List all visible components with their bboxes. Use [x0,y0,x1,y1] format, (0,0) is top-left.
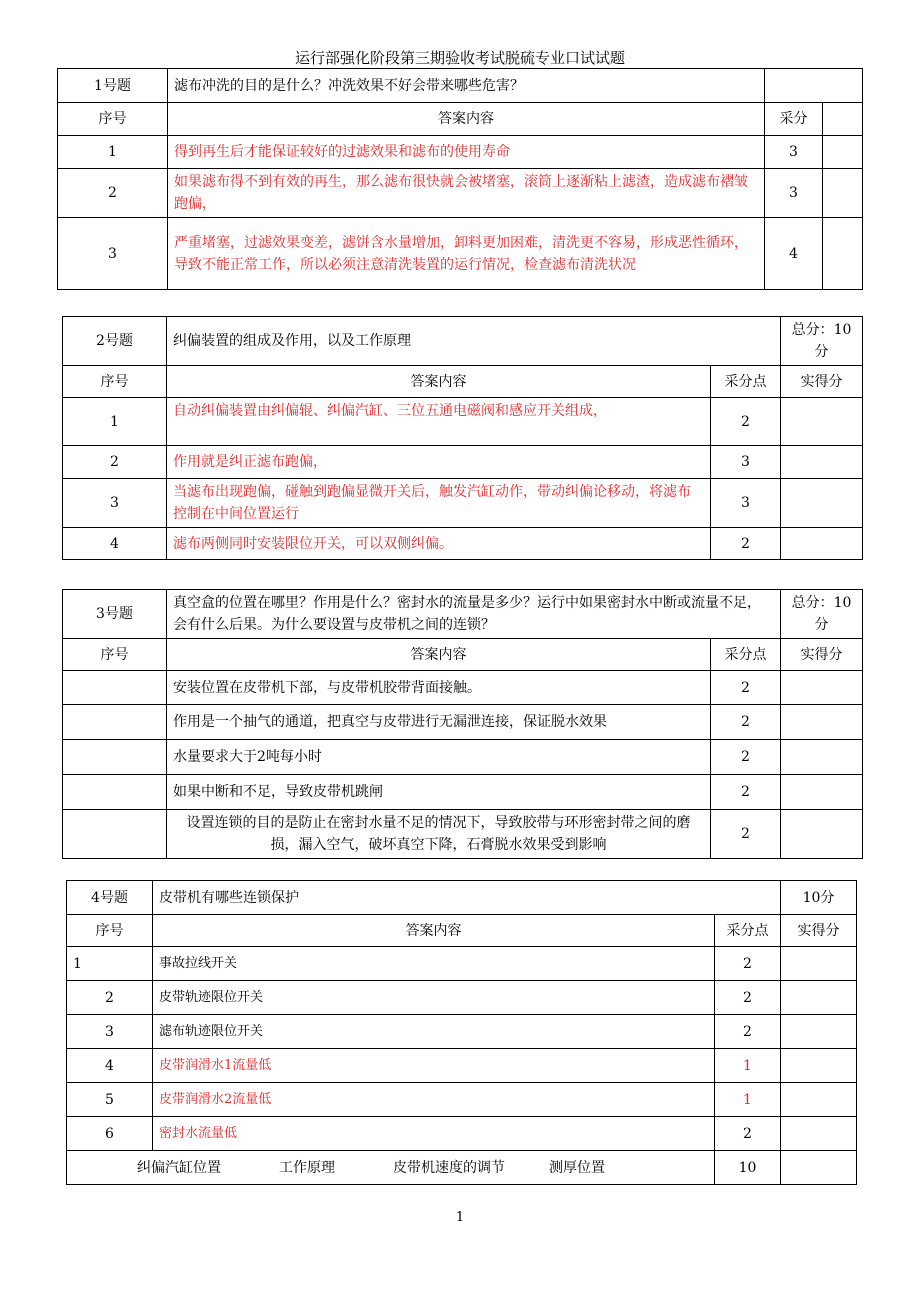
row-seq: 1 [67,947,153,981]
seq-header: 序号 [67,915,153,947]
row-score: 2 [711,671,781,705]
table-row [67,1117,857,1151]
row-content: 皮带轨迹限位开关 [153,981,715,1015]
row-content: 自动纠偏装置由纠偏辊、纠偏汽缸、三位五通电磁阀和感应开关组成， [167,398,711,446]
row-content: 水量要求大于2吨每小时 [167,740,711,775]
row-content: 滤布两侧同时安装限位开关，可以双侧纠偏。 [167,528,711,560]
row-actual [781,1117,857,1151]
content-header: 答案内容 [168,103,765,136]
footer-topic: 皮带机速度的调节 [393,1159,505,1176]
footer-row [67,1151,857,1185]
row-seq: 2 [67,981,153,1015]
score-header: 采分 [765,103,823,136]
footer-topic: 测厚位置 [549,1159,605,1176]
question-1-table [57,68,863,290]
row-seq: 6 [67,1117,153,1151]
row-seq: 2 [58,169,168,218]
total-score: 10分 [781,881,857,915]
row-actual [823,169,863,218]
row-score: 3 [765,136,823,169]
actual-header [823,103,863,136]
row-seq: 4 [67,1049,153,1083]
table-row [67,1083,857,1117]
row-seq [63,810,167,859]
table-row [63,775,863,810]
row-content: 设置连锁的目的是防止在密封水量不足的情况下，导致胶带与环形密封带之间的磨损，漏入空气，破坏真空下降，石膏脱水效果受到影响 [167,810,711,859]
seq-header: 序号 [63,366,167,398]
row-score: 2 [711,528,781,560]
row-seq: 3 [67,1015,153,1049]
row-score: 3 [711,479,781,528]
content-header: 答案内容 [167,639,711,671]
row-score: 1 [715,1083,781,1117]
footer-actual [781,1151,857,1185]
question-number: 2号题 [63,317,167,366]
row-seq [63,775,167,810]
row-seq [63,740,167,775]
row-seq: 1 [63,398,167,446]
row-score: 2 [715,1015,781,1049]
row-actual [781,775,863,810]
row-actual [781,446,863,479]
content-header: 答案内容 [153,915,715,947]
footer-topic: 纠偏汽缸位置 [137,1159,221,1176]
seq-header: 序号 [63,639,167,671]
question-2-table [62,316,863,560]
row-seq: 4 [63,528,167,560]
row-score: 3 [711,446,781,479]
question-number: 4号题 [67,881,153,915]
row-content: 得到再生后才能保证较好的过滤效果和滤布的使用寿命 [168,136,765,169]
row-score: 3 [765,169,823,218]
row-actual [781,479,863,528]
row-actual [781,1015,857,1049]
question-text: 纠偏装置的组成及作用，以及工作原理 [167,317,781,366]
table-row [63,740,863,775]
footer-score: 10 [715,1151,781,1185]
score-header: 采分点 [711,639,781,671]
question-3-table [62,589,863,859]
table-row [67,981,857,1015]
row-score: 2 [715,1117,781,1151]
row-seq: 3 [58,218,168,290]
actual-header: 实得分 [781,639,863,671]
row-score: 2 [715,981,781,1015]
table-row [67,947,857,981]
row-content: 滤布轨迹限位开关 [153,1015,715,1049]
question-number: 1号题 [58,69,168,103]
row-actual [781,947,857,981]
row-content: 皮带润滑水2流量低 [153,1083,715,1117]
row-actual [781,398,863,446]
row-content: 如果中断和不足，导致皮带机跳闸 [167,775,711,810]
table-row [58,218,863,290]
table-row [67,1049,857,1083]
actual-header: 实得分 [781,366,863,398]
table-row [63,671,863,705]
row-actual [781,705,863,740]
table-row [63,810,863,859]
table-row [63,398,863,446]
table-row [63,446,863,479]
row-seq: 1 [58,136,168,169]
table-row [58,136,863,169]
row-actual [781,1083,857,1117]
total-cell [765,69,863,103]
question-text: 真空盒的位置在哪里？作用是什么？密封水的流量是多少？运行中如果密封水中断或流量不足，会有什么后果。为什么要设置与皮带机之间的连锁？ [167,590,781,639]
row-seq [63,671,167,705]
row-content: 作用是一个抽气的通道，把真空与皮带进行无漏泄连接，保证脱水效果 [167,705,711,740]
score-header: 采分点 [711,366,781,398]
row-score: 2 [711,740,781,775]
row-seq: 5 [67,1083,153,1117]
question-4-table [66,880,857,1185]
row-actual [781,981,857,1015]
row-score: 2 [715,947,781,981]
content-header: 答案内容 [167,366,711,398]
table-row [63,479,863,528]
row-seq: 3 [63,479,167,528]
table-row [63,705,863,740]
row-actual [823,218,863,290]
seq-header: 序号 [58,103,168,136]
row-content: 皮带润滑水1流量低 [153,1049,715,1083]
row-content: 事故拉线开关 [153,947,715,981]
row-content: 严重堵塞，过滤效果变差，滤饼含水量增加，卸料更加困难，清洗更不容易，形成恶性循环，导致不能正常工作，所以必须注意清洗装置的运行情况，检查滤布清洗状况 [168,218,765,290]
row-seq [63,705,167,740]
row-actual [781,1049,857,1083]
row-content: 作用就是纠正滤布跑偏， [167,446,711,479]
row-score: 1 [715,1049,781,1083]
page-number: 1 [455,1210,465,1225]
row-score: 4 [765,218,823,290]
row-actual [781,528,863,560]
row-actual [781,740,863,775]
footer-topic: 工作原理 [279,1159,335,1176]
row-score: 2 [711,775,781,810]
row-actual [781,810,863,859]
row-actual [823,136,863,169]
question-number: 3号题 [63,590,167,639]
row-content: 安装位置在皮带机下部，与皮带机胶带背面接触。 [167,671,711,705]
row-content: 当滤布出现跑偏，碰触到跑偏显微开关后，触发汽缸动作，带动纠偏论移动，将滤布控制在中间位置运行 [167,479,711,528]
row-score: 2 [711,705,781,740]
table-row [58,169,863,218]
total-score: 总分：10分 [781,317,863,366]
actual-header: 实得分 [781,915,857,947]
page-title: 运行部强化阶段第三期验收考试脱硫专业口试试题 [294,49,625,67]
row-content: 密封水流量低 [153,1117,715,1151]
row-content: 如果滤布得不到有效的再生，那么滤布很快就会被堵塞，滚筒上逐渐粘上滤渣，造成滤布褶皱跑偏， [168,169,765,218]
question-text: 皮带机有哪些连锁保护 [153,881,781,915]
total-score: 总分：10分 [781,590,863,639]
row-score: 2 [711,810,781,859]
row-seq: 2 [63,446,167,479]
row-score: 2 [711,398,781,446]
score-header: 采分点 [715,915,781,947]
row-actual [781,671,863,705]
footer-topics [67,1151,715,1185]
table-row [67,1015,857,1049]
question-text: 滤布冲洗的目的是什么？冲洗效果不好会带来哪些危害？ [168,69,765,103]
table-row [63,528,863,560]
